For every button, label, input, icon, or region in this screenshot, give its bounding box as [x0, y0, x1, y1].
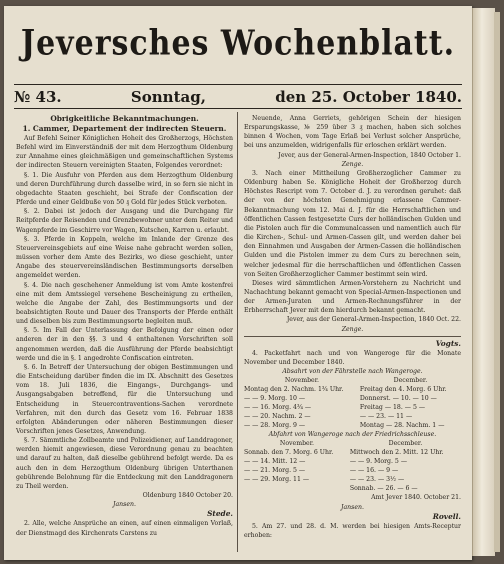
timetable — [244, 439, 461, 493]
timetable-cell: — — 14. Mitt. 12 — — [244, 458, 306, 466]
issue-date: den 25. October 1840. — [275, 88, 462, 106]
paragraph: Auf Befehl Seiner Königlichen Hoheit des Großherzogs, Höchsten Befehl wird im Einverständniß der mit dem Herzogthum Oldenburg zur Annahme eines gleichmäßigen und gemeinschaftlichen Systems der indirecten Steuern vereinigten Staaten, Folgendes verordnet: — [16, 135, 233, 170]
page-stack-edge — [494, 12, 500, 552]
paragraph: 4. Packetfahrt nach und von Wangeroge für die Monate November und December 1840. — [244, 349, 461, 366]
heading: Absahrt von der Fährstelle nach Wangeroge. — [282, 368, 423, 376]
timetable — [244, 376, 461, 430]
paragraph: Neuende, Anna Gerriets, gehörigen Schein der hiesigen Ersparungskasse, № 259 über 3 ₰ machen, haben sich solches binnen 4 Wochen, vom Tage Erlaß bei Verlust solcher Ansprüche, bei uns anzumelden, widrigenfalls für erloschen erklärt werden. — [244, 115, 461, 150]
paragraph: §. 6. In Betreff der Untersuchung der obigen Bestimmungen und die Entscheidung darüber finden die im IX. Abschnitt des Gesetzes vom 18. Juli 1836, die Eingangs-, Durchgangs- und Ausgangsabgaben betreffend, für die Untersuchung und Entscheidung in Steuercontraventions-Sachen verordnete Verfahren, mit den durch das Gesetz vom 16. Februar 1838 erfolgten Abänderungen oder näheren Bestimmungen dieser Vorschriften jenes Gesetzes, Anwendung. — [16, 363, 233, 435]
timetable-row — [244, 412, 461, 421]
paragraph: §. 5. Im Fall der Unterlassung der Befolgung der einen oder anderen der in den §§. 3 und 4 enthaltenen Vorschriften soll angenommen werden, daß die Ausführung der Pferde beabsichtigt werde und die in §. 1 angedrohte Confiscation eintreten. — [16, 327, 233, 362]
timetable-row — [244, 466, 461, 475]
heading: Zenge. — [341, 160, 364, 168]
timetable-cell: — — 20. Nachm. 2 — — [244, 413, 311, 421]
timetable-row — [244, 385, 461, 394]
timetable-cell: Sonnab. — 26. — 6 — — [349, 485, 418, 493]
paragraph: §. 1. Die Ausfuhr von Pferden aus dem Herzogthum Oldenburg und deren Durchführung durch dasselbe wird, in so fern sie nicht in obgedachte Staaten geschieht, bei Strafe der Confiscation der Pferde und einer Geldbuße von 50 ₰ Gold für jedes Stück verboten. — [16, 171, 233, 207]
timetable-row — [244, 394, 461, 403]
column-divider — [237, 112, 238, 552]
signature-line: Amt Jever 1840. October 21. — [371, 494, 461, 502]
heading: Obrigkeitliche Bekanntmachungen. — [50, 114, 199, 123]
timetable-row — [244, 439, 461, 448]
paragraph: §. 7. Sämmtliche Zollbeamte und Polizeidiener, auf Landdragoner, werden hiemit angewiesen, diese Verordnung genau zu beachten und darauf zu halten, daß dieselbe gebührend befolgt werde. Da es auch den in dem Herzogthum Oldenburg übrigen Unterthanen gebührende Belohnung für die Entdeckung mit den Landdragonern zu Theil werden. — [16, 437, 233, 490]
timetable-cell: — — 9. Morg. 10 — — [244, 395, 306, 403]
paragraph: 3. Nach einer Mittheilung Großherzoglicher Cammer zu Oldenburg haben Se. Königliche Hoheit der Großherzog durch Höchstes Rescript vom 7. October d. J. zu verordnen geruhet: daß der von der höchsten Genehmigung erlassene Cammer-Bekanntmachung vom 12. Mai d. J. für die Herrschaftlichen und öffentlichen Cassen festgesetzte Curs der holländischen Gulden und die Pistolen auch für die Communalcassen und namentlich auch für die Kirchen-, Schul- und Armen-Cassen gilt, und werden daher bei den Einnahmen und Ausgaben der Armen-Cassen die holländischen Gulden und die Pistolen immer zu dem Curs zu berechnen sein, welcher jedesmal für die herrschaftlichen und öffentlichen Cassen von Seiten Großherzoglicher Cammer bestimmt sein wird. — [244, 169, 461, 278]
heading: 1. Cammer, Departement der indirecten Steuern. — [22, 124, 227, 133]
heading: Stede. — [207, 509, 233, 519]
heading: Abfahrt von Wangeroge nach der Friedrichsschleuse. — [268, 431, 437, 439]
signature-line: Jever, aus der General-Armen-Inspection, 1840 October 1. — [278, 151, 461, 159]
timetable-row — [244, 484, 461, 493]
issue-line — [14, 88, 462, 106]
paragraph: 5. Am 27. und 28. d. M. werden bei hiesigen Amts-Receptur erhoben: — [244, 522, 461, 539]
timetable-cell: — — 16. — 9 — — [349, 467, 399, 475]
heading: Rovell. — [432, 511, 461, 521]
column-right — [244, 114, 461, 540]
paragraph: §. 2. Dabei ist jedoch der Ausgang und die Durchgang für Reitpferde der Reisenden und Grenzbewohner unter dem Reiter und Wagenpferde im Geschirre vor Wagen, Kutschen, Karren u. erlaubt. — [16, 208, 233, 234]
timetable-cell: Freitag — 18. — 5 — — [359, 404, 426, 412]
timetable-row — [244, 376, 461, 385]
paragraph: §. 4. Die nach geschehener Anmeldung ist vom Amte kostenfrei eine mit dem Amtssiegel versehene Bescheinigung zu ertheilen, welche die Angabe der Zahl, des Bestimmungsorts und der beabsichtigten Route und Dauer des Transports der Pferde enthält und dieselben bis zum Bestimmungsorte begleiten muß. — [16, 281, 233, 326]
column-left — [16, 114, 233, 538]
timetable-cell: — — 21. Morg. 5 — — [244, 467, 306, 475]
timetable-cell: Sonnab. den 7. Morg. 6 Uhr. — [244, 449, 334, 457]
timetable-row — [244, 421, 461, 430]
timetable-cell: — — 29. Morg. 11 — — [244, 476, 310, 484]
timetable-cell: November. — [284, 377, 319, 385]
timetable-cell: November. — [279, 440, 314, 448]
issue-rule — [14, 108, 462, 109]
section-rule — [244, 336, 461, 337]
timetable-cell: Donnerst. — 10. — 10 — — [359, 395, 437, 403]
paragraph: 2. Alle, welche Ansprüche an einen, auf einen einmaligen Vorlaß, der Dienstmagd des Kirchenrats Carstens zu — [16, 520, 233, 537]
issue-day: Sonntag, — [130, 88, 206, 106]
timetable-cell: — — 23. — 3½ — — [349, 476, 405, 484]
heading: Vogts. — [435, 338, 461, 348]
timetable-row — [244, 448, 461, 457]
timetable-cell: Montag den 2. Nachm. 1¾ Uhr. — [244, 386, 344, 394]
timetable-row — [244, 457, 461, 466]
masthead: Jeversches Wochenblatt. — [20, 23, 456, 64]
timetable-row — [244, 475, 461, 484]
timetable-cell — [244, 484, 350, 493]
timetable-cell: — — 9. Morg. 5 — — [349, 458, 408, 466]
heading: Jansen. — [341, 503, 364, 511]
page-stack-edge — [472, 8, 495, 556]
heading: Zenge. — [341, 325, 364, 333]
timetable-cell: — — 23. — 11 — — [359, 413, 413, 421]
heading: Jansen. — [113, 501, 136, 509]
timetable-cell: — — 28. Morg. 9 — — [244, 422, 306, 430]
timetable-cell: Freitag den 4. Morg. 6 Uhr. — [359, 386, 447, 394]
newspaper-page — [4, 6, 472, 560]
timetable-cell: Montag — 28. Nachm. 1 — — [359, 422, 445, 430]
masthead-rule — [14, 84, 462, 85]
signature-line: Jever, aus der General-Armen-Inspection, 1840 Oct. 22. — [286, 316, 461, 324]
timetable-cell: — — 16. Morg. 4¾ — — [244, 404, 312, 412]
timetable-row — [244, 403, 461, 412]
timetable-cell: December. — [388, 440, 423, 448]
paragraph: §. 3. Pferde in Koppeln, welche im Inlande der Grenze des Steuervereinsgebiets auf eine Weise nahe gebracht werden sollen, müssen vorher dem Amte des Bezirks, wo diese geschieht, unter Angabe des steuervereinsländischen Bestimmungsorts derselben angemeldet werden. — [16, 235, 233, 280]
issue-number: № 43. — [14, 88, 62, 106]
paragraph: Dieses wird sämmtlichen Armen-Vorstehern zu Nachricht und Nachachtung bekannt gemacht von Special-Armen-Inspectionen und der Armen-Juraten und Armen-Rechnungsführer in der Erbherrschaft Jever mit dem hierdurch bekannt gemacht. — [244, 279, 461, 315]
signature-line: Oldenburg 1840 October 20. — [142, 492, 233, 500]
timetable-cell: Mittwoch den 2. Mitt. 12 Uhr. — [349, 449, 444, 457]
timetable-cell: December. — [393, 377, 428, 385]
